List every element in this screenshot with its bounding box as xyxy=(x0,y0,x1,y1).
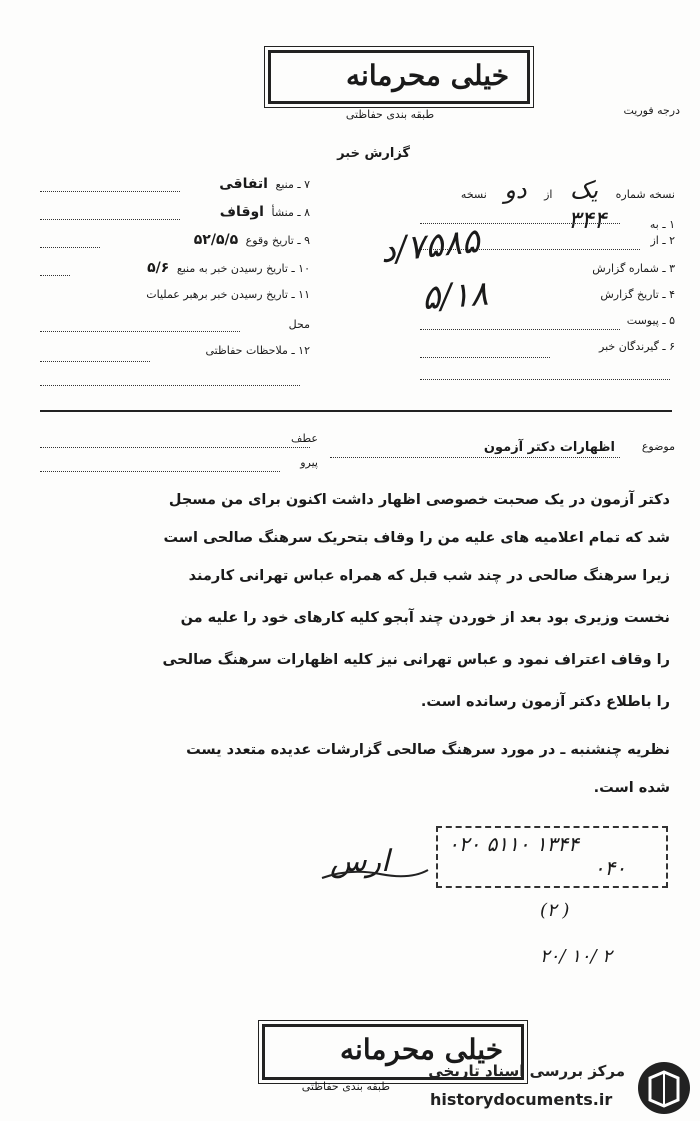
header-divider xyxy=(40,410,672,412)
field-event-date-line xyxy=(40,246,100,248)
subject-line xyxy=(330,456,620,458)
top-classification-stamp xyxy=(268,50,530,104)
copy-number-label: نسخه شماره یک از دو نسخه xyxy=(460,176,675,204)
peyro-line xyxy=(40,470,280,472)
field-security-line xyxy=(40,360,150,362)
field-attachment-line xyxy=(420,328,620,330)
field-source-received-date: ۱۰ ـ تاریخ رسیدن خبر به منبع ۵/۶ xyxy=(147,260,310,276)
field-security-line-2 xyxy=(40,384,300,386)
atf-label: عطف xyxy=(291,432,318,445)
field-from: ۲ ـ از xyxy=(650,234,675,247)
watermark-url: historydocuments.ir xyxy=(430,1090,613,1109)
field-report-date: ۴ ـ تاریخ گزارش xyxy=(600,288,675,301)
field-place-line xyxy=(40,330,240,332)
field-event-date-value: ۵۲/۵/۵ xyxy=(193,232,239,248)
field-to: ۱ ـ به ۳۴۴ xyxy=(567,206,675,234)
bottom-stamp-text: خیلی محرمانه xyxy=(340,1033,503,1066)
receipt-stamp xyxy=(436,826,668,888)
body-line-8: شده است. xyxy=(593,780,670,796)
field-security-notes: ۱۲ ـ ملاحظات حفاظتی xyxy=(205,344,310,357)
field-recipients-line-2 xyxy=(420,378,670,380)
field-origin-value: اوقاف xyxy=(219,204,264,220)
body-line-6: را باطلاع دکتر آزمون رسانده است. xyxy=(420,694,670,710)
field-recipients: ۶ ـ گیرندگان خبر xyxy=(599,340,675,353)
copy-number-value: یک xyxy=(569,176,599,204)
peyro-label: پیرو xyxy=(300,456,318,469)
receipt-stamp-line-1: ۰۲۰ ۵۱۱۰ ۱۳۴۴ xyxy=(448,832,579,856)
bottom-stamp-caption: طبقه بندی حفاظتی xyxy=(301,1080,390,1093)
field-attachment: ۵ ـ پیوست xyxy=(626,314,675,327)
field-source-value: اتفاقی xyxy=(219,176,268,192)
field-source-received-value: ۵/۶ xyxy=(147,260,170,276)
top-stamp-caption: طبقه بندی حفاظتی xyxy=(345,108,435,121)
receipt-stamp-line-2: ۰۴۰ xyxy=(593,856,626,880)
subject-value: اظهارات دکتر آزمون xyxy=(483,440,615,455)
field-place: محل xyxy=(288,318,310,331)
field-to-value: ۳۴۴ xyxy=(567,206,607,234)
field-source: ۷ ـ منبع اتفاقی xyxy=(219,176,310,192)
top-stamp-text: خیلی محرمانه xyxy=(346,59,509,92)
signature: ارس xyxy=(330,844,390,879)
report-number-value: ۷۵۸۵/د xyxy=(378,220,482,272)
body-line-1: دکتر آزمون در یک صحبت خصوصی اظهار داشت اکنون برای من مسجل xyxy=(168,492,670,508)
body-line-7: نظریه چنشنبه ـ در مورد سرهنگ صالحی گزارشات عدیده متعدد یست xyxy=(186,742,670,758)
report-date-value: ۵/۱۸ xyxy=(420,273,490,319)
field-origin: ۸ ـ منشأ اوقاف xyxy=(219,204,310,220)
body-line-3: زیرا سرهنگ صالحی در چند شب قبل که همراه عباس تهرانی کارمند xyxy=(188,568,670,584)
field-source-line xyxy=(40,190,180,192)
field-recipients-line xyxy=(420,356,550,358)
signature-stroke xyxy=(320,848,430,888)
subject-label: موضوع xyxy=(641,440,675,453)
watermark-logo-icon xyxy=(636,1060,692,1116)
body-line-4: نخست وزیری بود بعد از خوردن چند آبجو کلیه کارهای خود را علیه من xyxy=(180,610,670,626)
copy-total-value: دو xyxy=(504,176,527,204)
field-source-received-line xyxy=(40,274,70,276)
receipt-note-1: (۲ ) xyxy=(540,900,570,921)
field-report-number: ۳ ـ شماره گزارش xyxy=(592,262,675,275)
watermark-org: مرکز بررسی اسناد تاریخی xyxy=(428,1062,625,1080)
report-title: گزارش خبر xyxy=(337,146,410,161)
field-origin-line xyxy=(40,218,180,220)
field-event-date: ۹ ـ تاریخ وقوع ۵۲/۵/۵ xyxy=(193,232,310,248)
atf-line xyxy=(40,446,310,448)
receipt-note-2: ۲۰/ ۱۰/ ۲ xyxy=(540,946,612,967)
priority-label: درجه فوریت xyxy=(623,104,680,117)
body-line-2: شد که تمام اعلامیه های علیه من را وقاف بتحریک سرهنگ صالحی است xyxy=(163,530,670,546)
body-line-5: را وقاف اعتراف نمود و عباس تهرانی نیز کلیه اظهارات سرهنگ صالحی xyxy=(162,652,670,668)
field-operation-date: ۱۱ ـ تاریخ رسیدن خبر برهبر عملیات xyxy=(146,288,310,301)
